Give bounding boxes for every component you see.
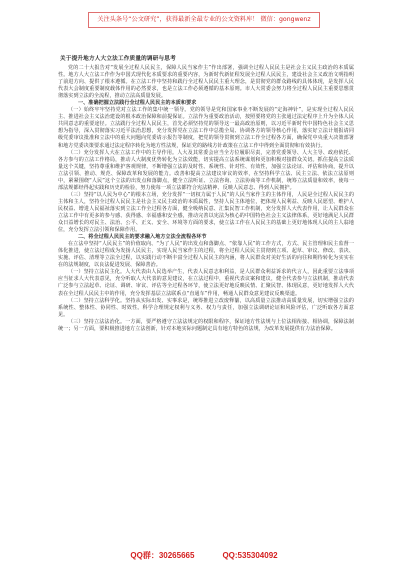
paragraph: （一）坚持立法民主化。人大代表由人民选举产生，代表人民意志和利益，是人民群众利益诉求的代言人，因此重要立法事项应当征求人大代表意见，充分听取人大代表的意见建议，在立法过程中，重视代表议案和建议，健全代表参与立法机制，推动代表广泛参与立法起草、论证、调研、审议、评估等全过程各环节，使立法更好地反映民情、汇聚民智、体现民意，更好地发挥人大代表在全过程人民民主中的作用，充分发挥基层立法联系点“直通车”作用，畅通人民群众意见建议反映渠道。 (58, 269, 354, 297)
document-page (58, 48, 354, 536)
section-heading-1: 一、准确把握立法践行全过程人民民主的本质和要求 (78, 100, 197, 107)
paragraph: 在立法中坚持“人民民主”的价值取向、“为了人民”的出发点和落脚点、“依靠人民”的工作方式，方式、民主管理和民主监督一体化推进，使立法过程成为发扬人民民主，实现人民当家作主的过程，将全过程人民民主贯彻到立项、起草、审议、修改、表决、实施、评估、清理等立法全过程，以实践行动不断丰富全过程人民民主的内涵，将人民群众对美好生活的向往和期待转化为实实在在的法规制度，以良法促进发展、保障善治。 (58, 241, 354, 269)
paragraph: （一）始终牢牢坚持党对立法工作的集中统一领导。党的领导是党和国家事业不断发展的“定海神针”，是实现全过程人民民主、推进社会主义法治建设的根本政治保障和前提保证。立法作为重要政治活动，按照要将党的主张通过法定程序上升为全体人民共同意志的重要途径。立法践行全过程人民民主，首先必须坚持党的领导这一最高政治原则，以习近平新时代中国特色社会主义思想为指导，深入贯彻落实习近平法治思想，充分发挥党在立法工作中总揽全局、协调各方的领导核心作用，落实好立法计划报请同级党委审议批准和立法中的重大问题向党委请示报告等制度，把党的领导贯彻到立法工作全过程各方面，确保党中央重大决策部署和地方党委决策要求通过法定程序转化为地方性法规，保证党的路线方针政策在立法工作中得到全面贯彻和有效执行。 (58, 107, 354, 149)
paragraph: （三）坚持“以人民为中心”的根本立场，充分发挥“一切权力属于人民”的人民当家作主的主体作用，人民是全过程人民民主的主体和主人，坚持全过程人民民主是社会主义民主政治的本质属性，坚持人民主体地位，把体现人民利益、反映人民愿望、维护人民权益、增进人民福祉落实到立法工作全过程各方面，健全吸纳民意、汇集民智工作机制，充分发挥人大代表作用，让人民群众在立法工作中有更多的参与感、获得感、幸福感和安全感，推动完善以宪法为核心的中国特色社会主义法律体系，更好地满足人民群众日益增长的对民主、法治、公平、正义、安全、环境等方面的要求，使立法工作在人民民主的基础上更好地体现人民的主人翁地位，充分发挥立法引领和保障作用。 (58, 191, 354, 234)
paragraph: （二）充分发挥人大在立法工作中的主导作用。人大及其常委会应当全方位履职尽责，完善党委领导、人大主导、政府依托、各方参与的立法工作格局，推动人大制度优势转化为立法效能，切实提高立法系统谋划和更加积极对接群众关切。抓住提高立法质量这个关键，坚持尊重和维护客观规律，不断增强立法的及时性、系统性、针对性、有效性，加强立法论证、评估和协商，提升以立法引领、推动、规范、保障改革和发展的能力。改善和提高立法建议审议的效率，在坚持科学立法、民主立法、依法立法原则中，紧紧围绕“人民”这个立法的出发点和落脚点，健全立法听证、立法咨询、立法协商等工作机制，统筹立法质量和效率，使每一部法规都经得起实践和历史的检验，努力使每一项立法都符合宪法精神、反映人民意志、得到人民拥护。 (58, 149, 354, 191)
paragraph: （二）坚持立法科学化。坚持从实际出发、实事求是，统筹推进立改废释纂，以高质量立法推动高质量发展，切实增强立法的系统性、整体性、协同性、时效性。科学合理规定权利与义务、权力与责任，加强立法调研论证和风险评估，广泛听取各方面意见。 (58, 297, 354, 318)
document-title: 关于提升地方人大立法工作质量的调研与思考 (60, 56, 176, 62)
footer-contact (0, 546, 408, 564)
paragraph: （三）坚持立法法治化。一方面，要严格遵守立法法规定的权限和程序，保证地方性法规与上位法相衔接、相协调，保障法制统一；另一方面，要积极推进地方立法创新，针对本地实际问题制定具有地方特色的法规，为改革发展提供有力法治保障。 (58, 318, 354, 332)
top-banner (0, 0, 408, 40)
qq-group-text: QQ群：30265665 (130, 550, 195, 560)
qq-text: QQ:535304092 (222, 550, 278, 560)
paragraph-intro: 党的二十大报告对“发展全过程人民民主，保障人民当家作主”作出部署，强调全过程人民民主是社会主义民主政治的本质属性。地方人大立法工作作为中国式现代化本质要求的重要内容，为新时代新征程发展全过程人民民主，建设社会主义政治文明指明了前进方向、提供了根本遵循。在立法工作中坚持和践行全过程人民民主重大理念，是贯彻党的群众路线的具体体现，是发挥人民代表大会制度重要制度载体作用的必然要求，也是立法工作必须遵循的基本原则。市人大常委会努力将全过程人民民主重要思想贯彻落实到立法的全流程，推动立法高质量发展。 (58, 65, 354, 100)
promo-banner: 关注头条号“公文研究”，获得最新全最专业的公文资料库！ 微信：gongwenz (88, 12, 319, 28)
section-heading-2: 二、将全过程人民民主的要求融入地方立法全流程各环节 (78, 234, 207, 241)
